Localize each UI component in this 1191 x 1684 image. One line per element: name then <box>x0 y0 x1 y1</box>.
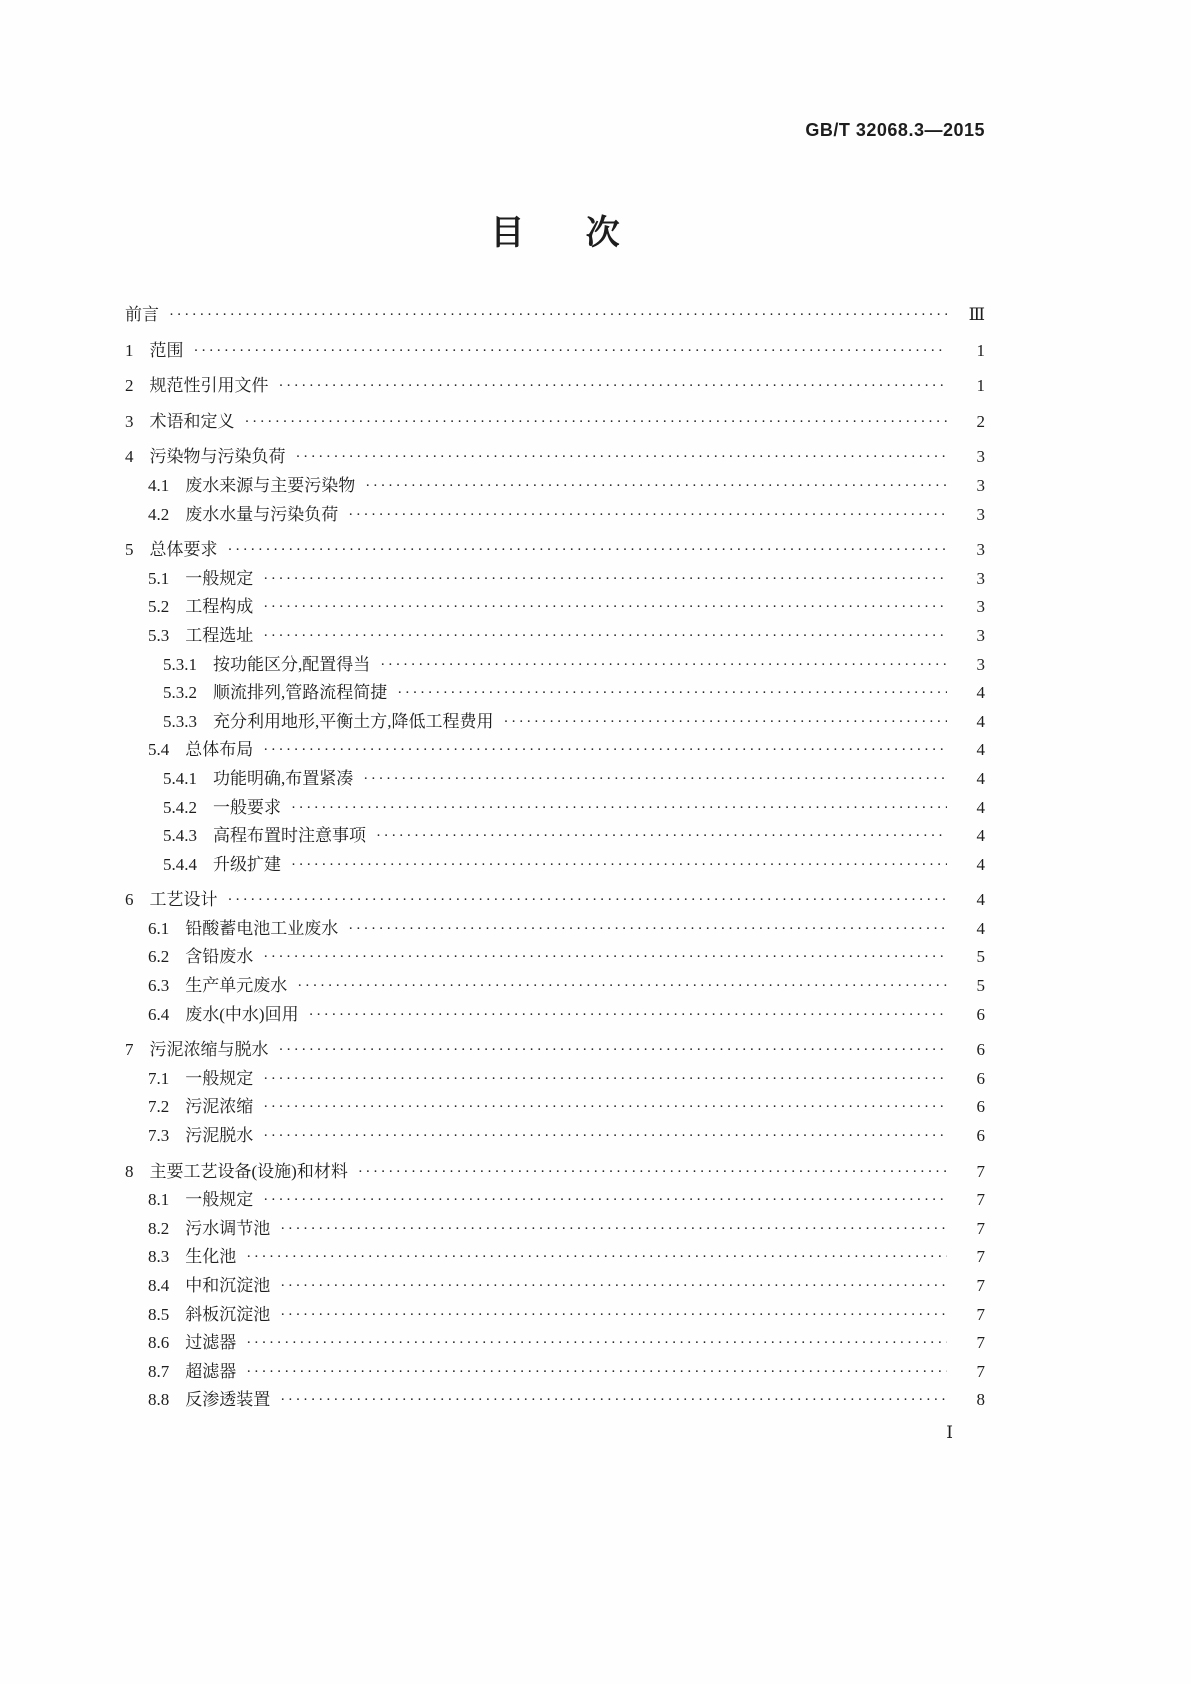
toc-entry <box>125 708 985 737</box>
toc-entry-title: 功能明确,布置紧凑 <box>213 768 354 788</box>
toc-entry-number: 5.3.1 <box>163 654 197 674</box>
toc-entry-title: 主要工艺设备(设施)和材料 <box>149 1161 348 1181</box>
toc-entry-title: 顺流排列,管路流程简捷 <box>213 683 388 703</box>
toc-entry <box>125 1158 985 1187</box>
toc-leader-dots <box>245 408 948 437</box>
toc-leader-dots <box>397 679 947 708</box>
toc-entry <box>125 794 985 823</box>
toc-entry-number: 8.5 <box>148 1304 170 1324</box>
toc-entry-page: 3 <box>976 447 985 467</box>
toc-entry-page: 6 <box>976 1097 985 1117</box>
toc-entry <box>125 915 985 944</box>
toc-leader-dots <box>246 1243 947 1272</box>
toc-entry-page: 5 <box>976 976 985 996</box>
toc-entry-title: 废水(中水)回用 <box>185 1004 299 1024</box>
toc-entry <box>125 765 985 794</box>
toc-entry <box>125 565 985 594</box>
toc-entry <box>125 1301 985 1330</box>
toc-entry-page: 8 <box>976 1390 985 1410</box>
toc-entry-page: 4 <box>976 826 985 846</box>
toc-entry-number: 8 <box>125 1161 134 1181</box>
toc-leader-dots <box>169 301 947 330</box>
toc-entry-page: 6 <box>976 1040 985 1060</box>
toc-leader-dots <box>291 794 947 823</box>
toc-entry-title: 生化池 <box>185 1247 237 1267</box>
toc-leader-dots <box>263 1122 947 1151</box>
toc-entry-title: 总体布局 <box>185 740 254 760</box>
toc-list <box>125 301 985 1415</box>
toc-leader-dots <box>263 1186 947 1215</box>
toc-entry-page: 7 <box>976 1247 985 1267</box>
toc-entry-number: 7.1 <box>148 1068 170 1088</box>
toc-entry-title: 废水来源与主要污染物 <box>185 475 356 495</box>
toc-entry-number: 5.4.3 <box>163 826 197 846</box>
toc-leader-dots <box>291 851 947 880</box>
toc-entry-number: 4 <box>125 447 134 467</box>
toc-entry-title: 总体要求 <box>149 540 218 560</box>
toc-entry <box>125 1186 985 1215</box>
toc-entry <box>125 1122 985 1151</box>
toc-entry-number: 7.3 <box>148 1126 170 1146</box>
toc-entry <box>125 1358 985 1387</box>
toc-entry-title: 铅酸蓄电池工业废水 <box>185 918 339 938</box>
toc-entry-title: 一般规定 <box>185 1190 254 1210</box>
toc-entry-number: 5.4.4 <box>163 854 197 874</box>
toc-entry-page: 7 <box>976 1361 985 1381</box>
toc-entry <box>125 1093 985 1122</box>
toc-leader-dots <box>228 886 948 915</box>
toc-entry-title: 充分利用地形,平衡土方,降低工程费用 <box>213 711 494 731</box>
toc-entry-title: 生产单元废水 <box>185 976 288 996</box>
toc-entry <box>125 886 985 915</box>
toc-entry-title: 工艺设计 <box>149 890 218 910</box>
page-number: Ⅰ <box>946 1423 953 1442</box>
toc-leader-dots <box>358 1158 947 1187</box>
toc-entry-number: 8.7 <box>148 1361 170 1381</box>
toc-entry-number: 5.3.3 <box>163 711 197 731</box>
toc-entry-title: 污泥浓缩 <box>185 1097 254 1117</box>
toc-entry-number: 4.2 <box>148 504 170 524</box>
toc-entry <box>125 679 985 708</box>
toc-entry-title: 范围 <box>149 340 184 360</box>
toc-entry-page: 4 <box>976 711 985 731</box>
toc-entry-page: 4 <box>976 683 985 703</box>
toc-entry-number: 5.4.1 <box>163 768 197 788</box>
toc-leader-dots <box>263 943 947 972</box>
toc-entry-title: 污染物与污染负荷 <box>149 447 286 467</box>
toc-entry-page: 3 <box>976 625 985 645</box>
toc-entry-number: 8.4 <box>148 1276 170 1295</box>
toc-leader-dots <box>263 736 947 765</box>
toc-entry-number: 8.6 <box>148 1333 170 1353</box>
toc-entry-page: 3 <box>976 654 985 674</box>
toc-entry-page: 4 <box>976 854 985 874</box>
toc-leader-dots <box>263 1065 947 1094</box>
toc-entry-number: 6.3 <box>148 976 170 996</box>
toc-entry-number: 6.2 <box>148 947 170 967</box>
toc-entry-number: 5.4.2 <box>163 797 197 817</box>
toc-entry-page: 4 <box>976 740 985 760</box>
toc-entry-title: 废水水量与污染负荷 <box>185 504 339 524</box>
toc-entry-page: 7 <box>976 1304 985 1324</box>
toc-entry-page: 2 <box>976 411 985 431</box>
toc-entry <box>125 593 985 622</box>
toc-entry-title: 按功能区分,配置得当 <box>213 654 371 674</box>
toc-leader-dots <box>246 1358 947 1387</box>
toc-entry-page: 3 <box>976 475 985 495</box>
toc-entry-title: 一般规定 <box>185 568 254 588</box>
toc-entry-number: 8.8 <box>148 1390 170 1410</box>
toc-leader-dots <box>263 1093 947 1122</box>
toc-leader-dots <box>380 651 947 680</box>
toc-entry-number: 5.1 <box>148 568 170 588</box>
page-title: 目 次 <box>490 215 634 252</box>
toc-entry <box>125 1272 985 1301</box>
toc-entry-page: Ⅲ <box>968 305 985 324</box>
standard-code: GB/T 32068.3—2015 <box>805 120 985 140</box>
toc-entry-page: 7 <box>976 1333 985 1353</box>
toc-leader-dots <box>280 1215 947 1244</box>
toc-entry-title: 规范性引用文件 <box>149 376 269 396</box>
toc-entry-number: 4.1 <box>148 475 170 495</box>
toc-entry-page: 7 <box>976 1276 985 1295</box>
toc-entry-title: 污泥脱水 <box>185 1126 254 1146</box>
toc-leader-dots <box>263 622 947 651</box>
toc-entry-page: 1 <box>976 376 985 396</box>
toc-entry-title: 一般规定 <box>185 1068 254 1088</box>
toc-entry <box>125 1001 985 1030</box>
toc-entry <box>125 1243 985 1272</box>
toc-entry <box>125 943 985 972</box>
toc-leader-dots <box>365 472 947 501</box>
toc-entry-number: 7 <box>125 1040 134 1060</box>
toc-leader-dots <box>363 765 947 794</box>
toc-entry <box>125 1036 985 1065</box>
toc-entry-number: 8.3 <box>148 1247 170 1267</box>
toc-entry-number: 6 <box>125 890 134 910</box>
toc-leader-dots <box>309 1001 947 1030</box>
toc-leader-dots <box>194 337 948 366</box>
toc-leader-dots <box>246 1329 947 1358</box>
toc-leader-dots <box>228 536 948 565</box>
toc-entry <box>125 1065 985 1094</box>
toc-entry-title: 含铅废水 <box>185 947 254 967</box>
toc-leader-dots <box>279 372 948 401</box>
toc-entry <box>125 372 985 401</box>
toc-entry <box>125 472 985 501</box>
toc-leader-dots <box>280 1386 947 1415</box>
toc-entry-title: 污水调节池 <box>185 1218 271 1238</box>
toc-entry <box>125 337 985 366</box>
toc-entry <box>125 408 985 437</box>
toc-entry <box>125 651 985 680</box>
toc-entry-title: 过滤器 <box>185 1333 237 1353</box>
toc-entry <box>125 822 985 851</box>
toc-entry-page: 5 <box>976 947 985 967</box>
toc-leader-dots <box>376 822 947 851</box>
toc-entry-number: 5.3.2 <box>163 683 197 703</box>
toc-leader-dots <box>348 501 947 530</box>
toc-entry <box>125 301 985 330</box>
toc-entry-title: 斜板沉淀池 <box>185 1304 271 1324</box>
toc-entry <box>125 536 985 565</box>
toc-entry-page: 1 <box>976 340 985 360</box>
toc-entry-title: 升级扩建 <box>213 854 281 874</box>
toc-entry <box>125 1329 985 1358</box>
toc-entry-page: 3 <box>976 597 985 617</box>
toc-entry-page: 7 <box>976 1161 985 1181</box>
toc-entry-title: 前言 <box>125 305 159 324</box>
toc-entry-number: 8.1 <box>148 1190 170 1210</box>
toc-entry <box>125 501 985 530</box>
toc-leader-dots <box>263 593 947 622</box>
toc-leader-dots <box>279 1036 948 1065</box>
toc-entry-page: 4 <box>976 918 985 938</box>
toc-entry-page: 3 <box>976 568 985 588</box>
toc-entry-title: 工程选址 <box>185 625 254 645</box>
toc-entry-page: 3 <box>976 504 985 524</box>
toc-entry-page: 6 <box>976 1126 985 1146</box>
toc-entry-title: 一般要求 <box>213 797 281 817</box>
toc-leader-dots <box>504 708 948 737</box>
toc-entry-page: 4 <box>976 890 985 910</box>
toc-entry-number: 5.2 <box>148 597 170 617</box>
toc-entry-page: 7 <box>976 1218 985 1238</box>
toc-entry <box>125 1386 985 1415</box>
toc-entry <box>125 443 985 472</box>
toc-entry-title: 反渗透装置 <box>185 1390 271 1410</box>
toc-entry-number: 6.4 <box>148 1004 170 1024</box>
toc-entry-title: 工程构成 <box>185 597 254 617</box>
toc-entry-number: 3 <box>125 411 134 431</box>
toc-leader-dots <box>348 915 947 944</box>
toc-entry <box>125 851 985 880</box>
toc-entry <box>125 972 985 1001</box>
toc-entry-number: 2 <box>125 376 134 396</box>
toc-entry-page: 4 <box>976 797 985 817</box>
toc-entry-number: 5.4 <box>148 740 170 760</box>
toc-leader-dots <box>296 443 948 472</box>
toc-entry-number: 1 <box>125 340 134 360</box>
toc-entry-number: 6.1 <box>148 918 170 938</box>
toc-entry-page: 6 <box>976 1004 985 1024</box>
toc-leader-dots <box>297 972 947 1001</box>
toc-entry-title: 术语和定义 <box>149 411 235 431</box>
toc-leader-dots <box>280 1301 947 1330</box>
toc-entry-page: 6 <box>976 1068 985 1088</box>
toc-entry-title: 超滤器 <box>185 1361 237 1381</box>
toc-leader-dots <box>280 1272 947 1301</box>
toc-entry-page: 3 <box>976 540 985 560</box>
toc-entry <box>125 736 985 765</box>
toc-entry <box>125 1215 985 1244</box>
toc-leader-dots <box>263 565 947 594</box>
toc-entry-number: 5.3 <box>148 625 170 645</box>
toc-entry-number: 8.2 <box>148 1218 170 1238</box>
toc-entry-title: 高程布置时注意事项 <box>213 826 366 846</box>
toc-entry-page: 4 <box>976 768 985 788</box>
toc-entry-number: 7.2 <box>148 1097 170 1117</box>
toc-entry-page: 7 <box>976 1190 985 1210</box>
toc-entry <box>125 622 985 651</box>
toc-entry-title: 中和沉淀池 <box>185 1276 271 1295</box>
toc-entry-number: 5 <box>125 540 134 560</box>
toc-entry-title: 污泥浓缩与脱水 <box>149 1040 269 1060</box>
